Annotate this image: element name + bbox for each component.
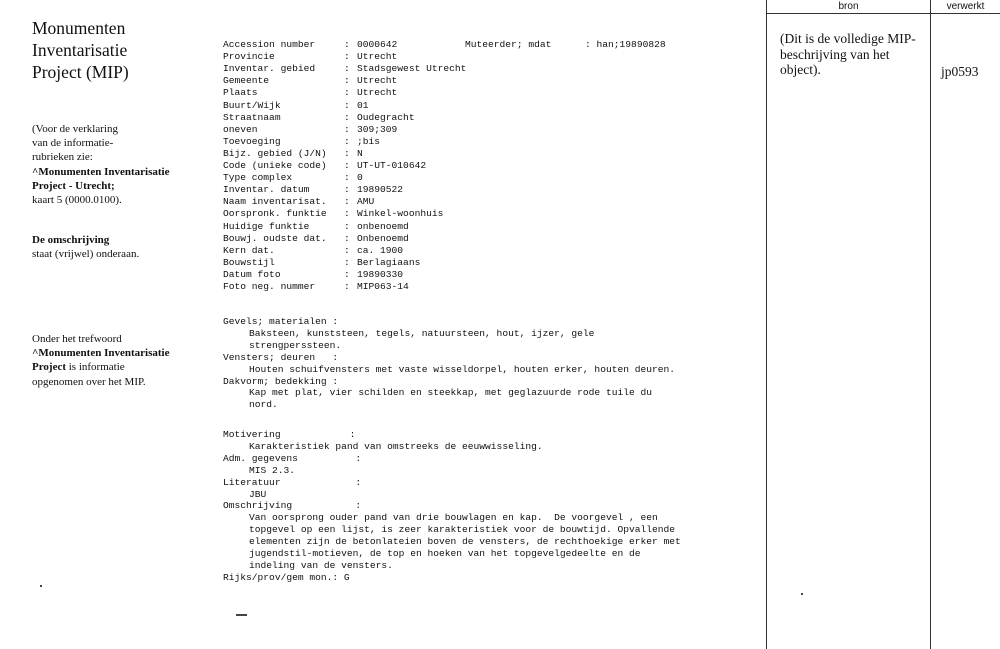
field-separator: : (344, 123, 350, 135)
field-value: 0000642 (357, 39, 398, 50)
field-value: 19890522 (357, 184, 404, 196)
note-text: is informatie (66, 361, 125, 374)
bron-cell: (Dit is de volledige MIP-beschrijving van het object). (780, 31, 916, 77)
verwerkt-cell: jp0593 (941, 64, 979, 79)
field-separator: : (344, 256, 350, 268)
vensters-heading: Vensters; deuren : (223, 351, 339, 363)
field-value: AMU (357, 196, 375, 208)
note-text: opgenomen over het MIP. (32, 375, 146, 388)
column-header-verwerkt: verwerkt (946, 1, 985, 12)
field-label: Huidige funktie (223, 220, 310, 232)
note-link-text: ^Monumenten Inventarisatie (32, 347, 170, 360)
field-value: onbenoemd (357, 220, 409, 232)
field-separator: : (344, 220, 350, 232)
note-link-text: Project - Utrecht; (32, 179, 115, 192)
note-text: Onder het trefwoord (32, 333, 122, 345)
table-divider (930, 0, 931, 649)
field-separator: : (344, 99, 350, 111)
field-value: 0 (357, 172, 363, 184)
note-heading: De omschrijving (32, 234, 110, 246)
note-text: van de informatie- (32, 137, 114, 150)
field-value: 309;309 (357, 123, 398, 135)
scan-speck (236, 614, 247, 616)
table-divider (766, 0, 767, 649)
margin-note-description (32, 233, 197, 261)
motivering-heading: Motivering : (223, 429, 356, 440)
title-line: Inventarisatie (32, 40, 128, 60)
gevels-heading: Gevels; materialen : (223, 316, 339, 327)
field-label: Foto neg. nummer (223, 281, 316, 292)
field-separator: : (344, 63, 350, 75)
field-label: Straatnaam (223, 111, 281, 123)
field-value: Berlagiaans (357, 256, 421, 268)
field-separator: : (344, 232, 350, 244)
field-value: Utrecht (357, 51, 398, 63)
adm-text: MIS 2.3. (249, 464, 296, 476)
monument-status: Rijks/prov/gem mon.: G (223, 571, 350, 583)
field-label: Naam inventarisat. (223, 196, 327, 208)
materials-section (223, 316, 763, 411)
note-text: staat (vrijwel) onderaan. (32, 248, 140, 261)
scan-speck (801, 593, 803, 595)
field-separator: : (344, 147, 350, 159)
field-label: Type complex (223, 172, 293, 184)
field-value: 01 (357, 99, 369, 111)
margin-note-keyword (32, 332, 197, 389)
note-link-text: Project (32, 361, 66, 374)
field-value: ;bis (357, 135, 381, 147)
field-value: Onbenoemd (357, 232, 409, 244)
field-separator: : (344, 75, 350, 87)
field-label: Plaats (223, 87, 258, 99)
field-label: Inventar. gebied (223, 63, 316, 75)
field-label: Provincie (223, 51, 275, 63)
field-value: Oudegracht (357, 111, 415, 123)
field-label: Toevoeging (223, 135, 281, 147)
motivering-text: Karakteristiek pand van omstreeks de eeuwwisseling. (249, 440, 543, 452)
title-line: Project (MIP) (32, 62, 129, 82)
field-label: Datum foto (223, 268, 281, 280)
field-separator: : (344, 281, 350, 292)
field-value: Winkel-woonhuis (357, 208, 444, 220)
field-separator: : (344, 244, 350, 256)
note-text: kaart 5 (0000.0100). (32, 194, 122, 207)
column-header-bron: bron (838, 1, 859, 12)
field-separator: : (344, 39, 350, 50)
vensters-text: Houten schuifvensters met vaste wisseldorpel, houten erker, houten deuren. (249, 363, 676, 375)
field-separator: : (344, 135, 350, 147)
field-value: Utrecht (357, 75, 398, 87)
omschrijving-text: Van oorsprong ouder pand van drie bouwlagen en kap. De voorgevel , een topgevel op een lijst, is zeer karakteristiek voor de bouwtijd. Opvallende elementen zijn de betonlateien boven de vensters, de rechthoekige erker met jugendstil-motieven, de top en hoeken van het topgevelgedeelte en de indeling van de vensters. (249, 512, 681, 571)
title-line: Monumenten (32, 18, 126, 38)
field-label: Gemeente (223, 75, 270, 87)
adm-heading: Adm. gegevens : (223, 452, 362, 464)
mutator-value: : han;19890828 (585, 39, 666, 50)
field-value: Stadsgewest Utrecht (357, 63, 467, 75)
field-value: UT-UT-010642 (357, 160, 427, 171)
scan-speck (40, 585, 42, 587)
field-label: Bouwj. oudste dat. (223, 232, 327, 244)
description-section (223, 429, 763, 584)
field-separator: : (344, 268, 350, 280)
dakvorm-heading: Dakvorm; bedekking : (223, 375, 339, 387)
table-header-rule (766, 13, 1000, 14)
field-label: Inventar. datum (223, 184, 310, 196)
note-text: rubrieken zie: (32, 151, 93, 164)
field-separator: : (344, 51, 350, 63)
field-value: Utrecht (357, 87, 398, 99)
field-label: Kern dat. (223, 244, 275, 256)
field-separator: : (344, 208, 350, 220)
field-label: Accession number (223, 39, 316, 50)
field-label: Bouwstijl (223, 256, 275, 268)
dakvorm-text: Kap met plat, vier schilden en steekkap, met geglazuurde rode tuile du nord. (249, 387, 653, 411)
field-value: MIP063-14 (357, 281, 409, 292)
field-separator: : (344, 87, 350, 99)
field-label: oneven (223, 123, 258, 135)
field-separator: : (344, 172, 350, 184)
literatuur-text: JBU (249, 488, 267, 500)
omschrijving-heading: Omschrijving : (223, 500, 362, 512)
field-value: N (357, 147, 363, 159)
field-label: Oorspronk. funktie (223, 208, 327, 220)
note-text: (Voor de verklaring (32, 123, 118, 135)
field-label: Code (unieke code) (223, 160, 327, 171)
field-separator: : (344, 184, 350, 196)
margin-note-explanation (32, 122, 197, 207)
field-label: Buurt/Wijk (223, 99, 281, 111)
field-separator: : (344, 160, 350, 171)
field-value: ca. 1900 (357, 244, 404, 256)
document-title (32, 17, 202, 83)
literatuur-heading: Literatuur : (223, 476, 362, 488)
mutator-label: Muteerder; mdat (465, 39, 552, 50)
gevels-text: Baksteen, kunststeen, tegels, natuursteen, hout, ijzer, gele strengperssteen. (249, 327, 595, 351)
field-label: Bijz. gebied (J/N) (223, 147, 327, 159)
note-link-text: ^Monumenten Inventarisatie (32, 165, 170, 178)
field-separator: : (344, 196, 350, 208)
field-separator: : (344, 111, 350, 123)
field-value: 19890330 (357, 268, 404, 280)
